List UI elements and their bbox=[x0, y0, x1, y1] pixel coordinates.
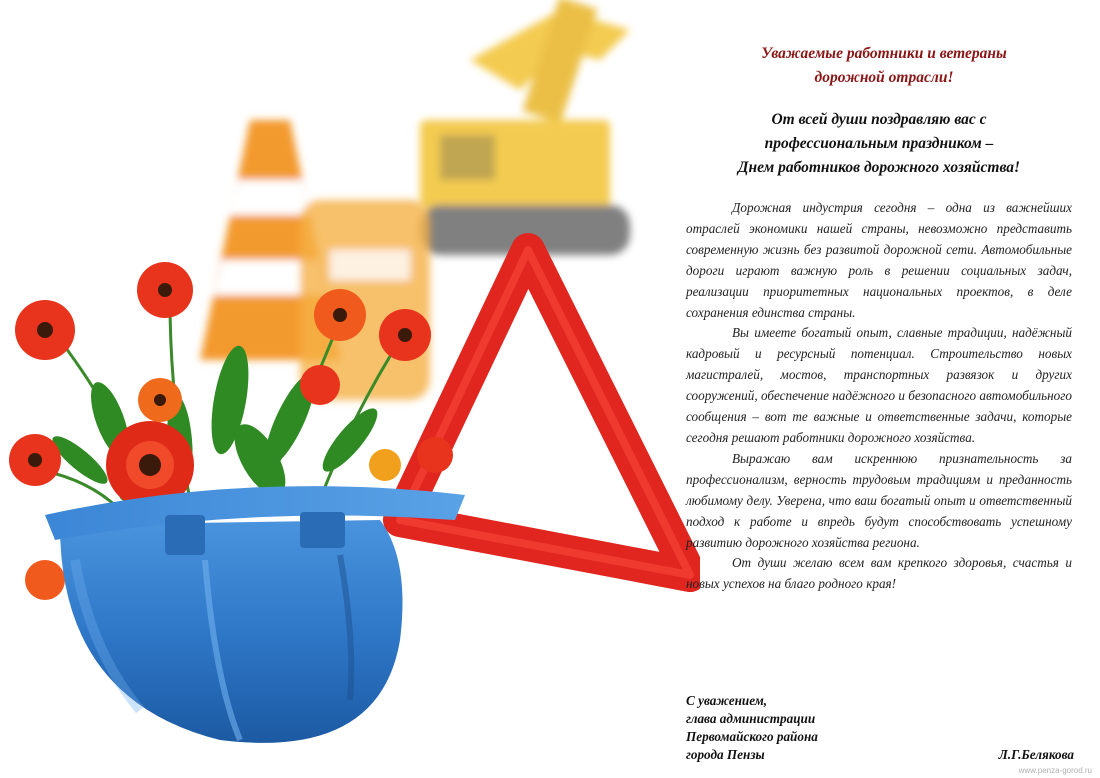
greeting-line: дорожной отрасли! bbox=[814, 69, 954, 86]
greeting-heading bbox=[686, 42, 1072, 90]
signature-block bbox=[686, 692, 1074, 764]
congratulation-heading bbox=[686, 108, 1072, 180]
watermark: www.penza-gorod.ru bbox=[1018, 766, 1092, 775]
excavator-icon bbox=[420, 0, 630, 255]
body-paragraph: Дорожная индустрия сегодня – одна из важнейших отраслей экономики нашей страны, невозможно представить современную жизнь без развитой дорожной сети. Автомобильные дороги играют важную роль в решении социальных задач, реализации приоритетных национальных проектов, в деле сохранения единства страны. bbox=[686, 200, 1072, 320]
body-paragraph: Выражаю вам искреннюю признательность за профессионализм, верность трудовым традициям и преданность любимому делу. Уверена, что ваш богатый опыт и ответственный подход к работе и впредь будут способствовать успешному развитию дорожного хозяйства региона. bbox=[686, 450, 1072, 550]
signatory-name: Л.Г.Белякова bbox=[998, 747, 1074, 762]
body-paragraph: Вы имеете богатый опыт, славные традиции, надёжный кадровый и ресурсный потенциал. Строительство новых магистралей, мостов, транспортных развязок и других сооружений, обеспечение надёжного и безопасного автомобильного сообщения – вот те важные и ответственные задачи, которые сегодня решают работники дорожного хозяйства. bbox=[686, 325, 1072, 445]
congratulation-line: От всей души поздравляю вас с bbox=[771, 111, 987, 128]
signature-line: глава администрации bbox=[686, 711, 816, 726]
greeting-line: Уважаемые работники и ветераны bbox=[761, 45, 1007, 62]
signature-line: Первомайского района bbox=[686, 729, 818, 744]
congratulation-line: Днем работников дорожного хозяйства! bbox=[737, 159, 1021, 176]
congratulation-line: профессиональным праздником – bbox=[764, 135, 994, 152]
body-paragraph: От души желаю всем вам крепкого здоровья, счастья и новых успехов на благо родного края! bbox=[686, 555, 1072, 592]
signature-line: С уважением, bbox=[686, 693, 768, 708]
letter-body bbox=[686, 42, 1072, 595]
warning-triangle-icon bbox=[400, 250, 690, 575]
signature-line: города Пензы bbox=[686, 747, 765, 762]
